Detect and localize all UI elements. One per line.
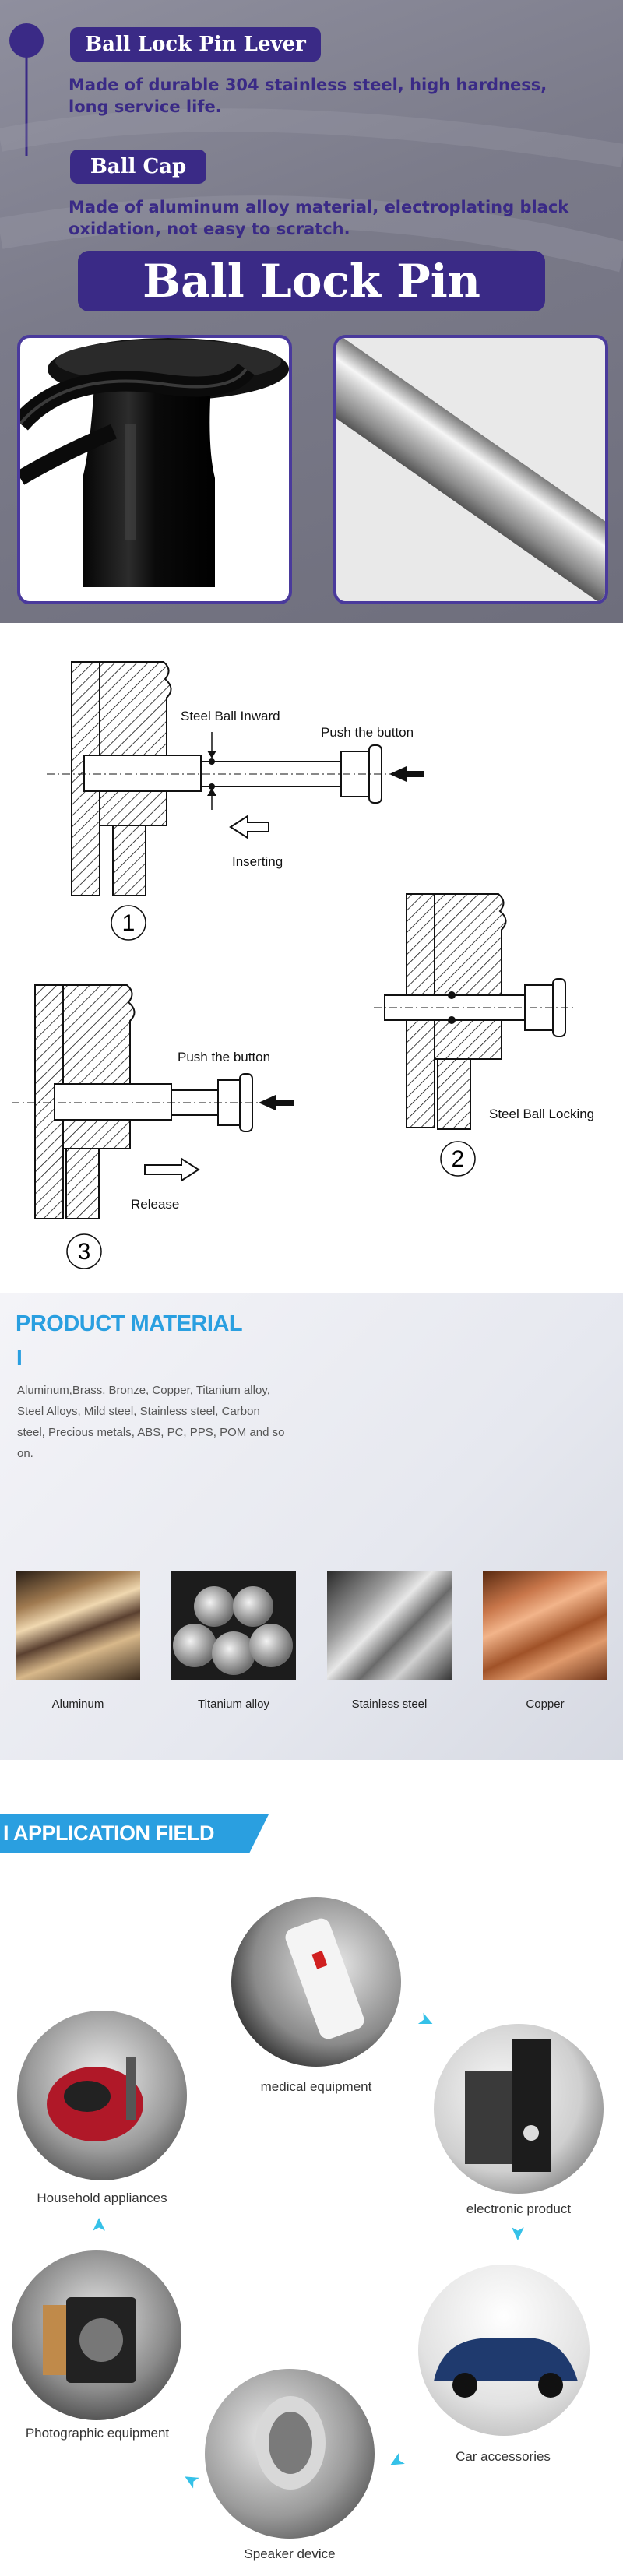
- step2-diagram: [374, 894, 594, 1176]
- steel-rod-photo: [333, 335, 608, 604]
- application-field-section: [0, 1760, 623, 2576]
- step-number-1: 1: [121, 910, 136, 936]
- label-push-button-3: Push the button: [178, 1050, 271, 1065]
- label-release: Release: [131, 1197, 180, 1212]
- application-title: I APPLICATION FIELD: [3, 1821, 214, 1845]
- caption-medical-equipment: medical equipment: [260, 2079, 372, 2094]
- material-desc-line2: Steel Alloys, Mild steel, Stainless steel, Carbon: [17, 1405, 260, 1418]
- label-steel-ball-locking: Steel Ball Locking: [489, 1107, 595, 1121]
- label-push-button-1: Push the button: [321, 725, 414, 740]
- hero-section: [0, 0, 623, 623]
- label-steel-ball-inward: Steel Ball Inward: [181, 709, 280, 723]
- material-title: PRODUCT MATERIAL: [16, 1311, 243, 1336]
- photographic-equipment-image: [12, 2250, 181, 2420]
- arrow-speaker-to-photo: ➤: [179, 2468, 202, 2493]
- step-number-3: 3: [77, 1239, 91, 1265]
- material-title-bar: I: [16, 1346, 23, 1370]
- ball-cap-photo: [17, 335, 292, 604]
- medical-equipment-image: [231, 1897, 401, 2067]
- cap-desc-line2: oxidation, not easy to scratch.: [69, 220, 350, 238]
- step-number-2: 2: [451, 1146, 465, 1172]
- titanium-alloy-image: [171, 1571, 296, 1680]
- caption-electronic-product: electronic product: [466, 2201, 572, 2216]
- speaker-device-image: [205, 2369, 375, 2539]
- pill-ball-cap: Ball Cap: [70, 150, 206, 184]
- pill-ball-lock-pin-lever: Ball Lock Pin Lever: [70, 27, 321, 62]
- cap-description: [69, 196, 568, 240]
- car-accessories-image: [418, 2265, 590, 2436]
- working-diagram: [0, 623, 623, 1293]
- material-caption-copper: Copper: [526, 1698, 565, 1711]
- material-caption-aluminum: Aluminum: [51, 1698, 104, 1711]
- banner-title: Ball Lock Pin: [78, 251, 545, 311]
- caption-photographic-equipment: Photographic equipment: [25, 2426, 170, 2441]
- step3-diagram: [12, 985, 294, 1269]
- arrow-medical-to-electronic: ➤: [415, 2008, 438, 2032]
- cap-desc-line1: Made of aluminum alloy material, electroplating black: [69, 198, 569, 216]
- stainless-steel-image: [327, 1571, 452, 1680]
- material-caption-titanium: Titanium alloy: [198, 1698, 269, 1711]
- material-description: [17, 1380, 284, 1464]
- timeline-dot: [9, 23, 44, 58]
- label-inserting: Inserting: [232, 854, 283, 869]
- material-desc-line1: Aluminum,Brass, Bronze, Copper, Titanium alloy,: [17, 1384, 270, 1397]
- product-material-section: [0, 1293, 623, 1760]
- electronic-product-image: [434, 2024, 604, 2194]
- caption-car-accessories: Car accessories: [456, 2449, 551, 2464]
- household-appliances-image: [17, 2011, 187, 2180]
- material-desc-line3: steel, Precious metals, ABS, PC, PPS, POM and so: [17, 1426, 285, 1439]
- aluminum-image: [16, 1571, 140, 1680]
- arrow-photo-to-household: ➤: [89, 2217, 109, 2233]
- step1-diagram: [47, 662, 424, 940]
- copper-image: [483, 1571, 607, 1680]
- arrow-car-to-speaker: ➤: [385, 2449, 408, 2474]
- caption-household-appliances: Household appliances: [37, 2191, 167, 2205]
- lever-description: [69, 74, 547, 118]
- caption-speaker-device: Speaker device: [244, 2546, 336, 2561]
- diagram-section: [0, 623, 623, 1293]
- lever-desc-line1: Made of durable 304 stainless steel, high hardness,: [69, 76, 547, 94]
- material-desc-line4: on.: [17, 1447, 33, 1460]
- lever-desc-line2: long service life.: [69, 97, 222, 116]
- material-caption-stainless: Stainless steel: [351, 1698, 428, 1711]
- arrow-electronic-to-car: ➤: [509, 2226, 529, 2241]
